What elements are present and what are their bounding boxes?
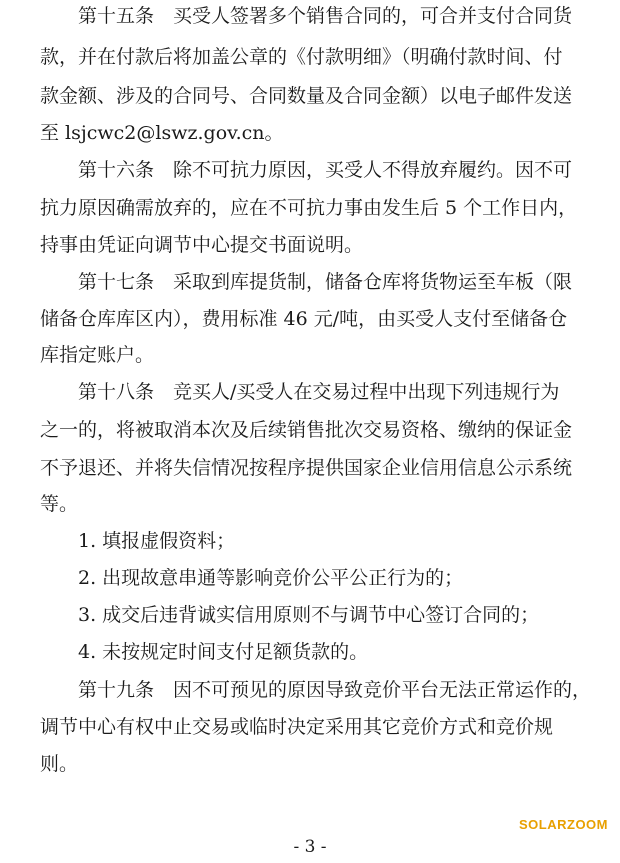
- article-17-line-3: 库指定账户。: [40, 344, 155, 366]
- article-18-line-2: 之一的，将被取消本次及后续销售批次交易资格、缴纳的保证金: [40, 419, 573, 441]
- watermark-logo: SOLARZOOM: [519, 817, 608, 832]
- article-17-line-1: 第十七条 采取到库提货制，储备仓库将货物运至车板（限: [78, 271, 573, 293]
- article-15-line-4: 至 lsjcwc2@lswz.gov.cn。: [40, 122, 284, 144]
- article-16-line-1: 第十六条 除不可抗力原因，买受人不得放弃履约。因不可: [78, 159, 573, 181]
- article-15-line-2: 款，并在付款后将加盖公章的《付款明细》（明确付款时间、付: [40, 46, 563, 68]
- list-item: 3. 成交后违背诚实信用原则不与调节中心签订合同的；: [78, 604, 540, 626]
- article-19-line-1: 第十九条 因不可预见的原因导致竞价平台无法正常运作的，: [78, 679, 592, 701]
- article-15-line-3: 款金额、涉及的合同号、合同数量及合同金额）以电子邮件发送: [40, 85, 573, 107]
- article-16-line-3: 持事由凭证向调节中心提交书面说明。: [40, 234, 364, 256]
- list-item: 4. 未按规定时间支付足额货款的。: [78, 641, 369, 663]
- list-item: 1. 填报虚假资料；: [78, 530, 236, 552]
- article-19-line-3: 则。: [40, 753, 79, 775]
- article-15-line-1: 第十五条 买受人签署多个销售合同的，可合并支付合同货: [78, 5, 573, 27]
- list-item: 2. 出现故意串通等影响竞价公平公正行为的；: [78, 567, 464, 589]
- article-18-line-3: 不予退还、并将失信情况按程序提供国家企业信用信息公示系统: [40, 457, 573, 479]
- article-16-line-2: 抗力原因确需放弃的，应在不可抗力事由发生后 5 个工作日内，: [40, 197, 578, 219]
- article-19-line-2: 调节中心有权中止交易或临时决定采用其它竞价方式和竞价规: [40, 716, 554, 738]
- article-18-line-1: 第十八条 竞买人/买受人在交易过程中出现下列违规行为: [78, 381, 560, 403]
- page-number: - 3 -: [293, 837, 327, 857]
- article-18-line-4: 等。: [40, 493, 79, 515]
- article-17-line-2: 储备仓库库区内），费用标准 46 元/吨，由买受人支付至储备仓: [40, 308, 568, 330]
